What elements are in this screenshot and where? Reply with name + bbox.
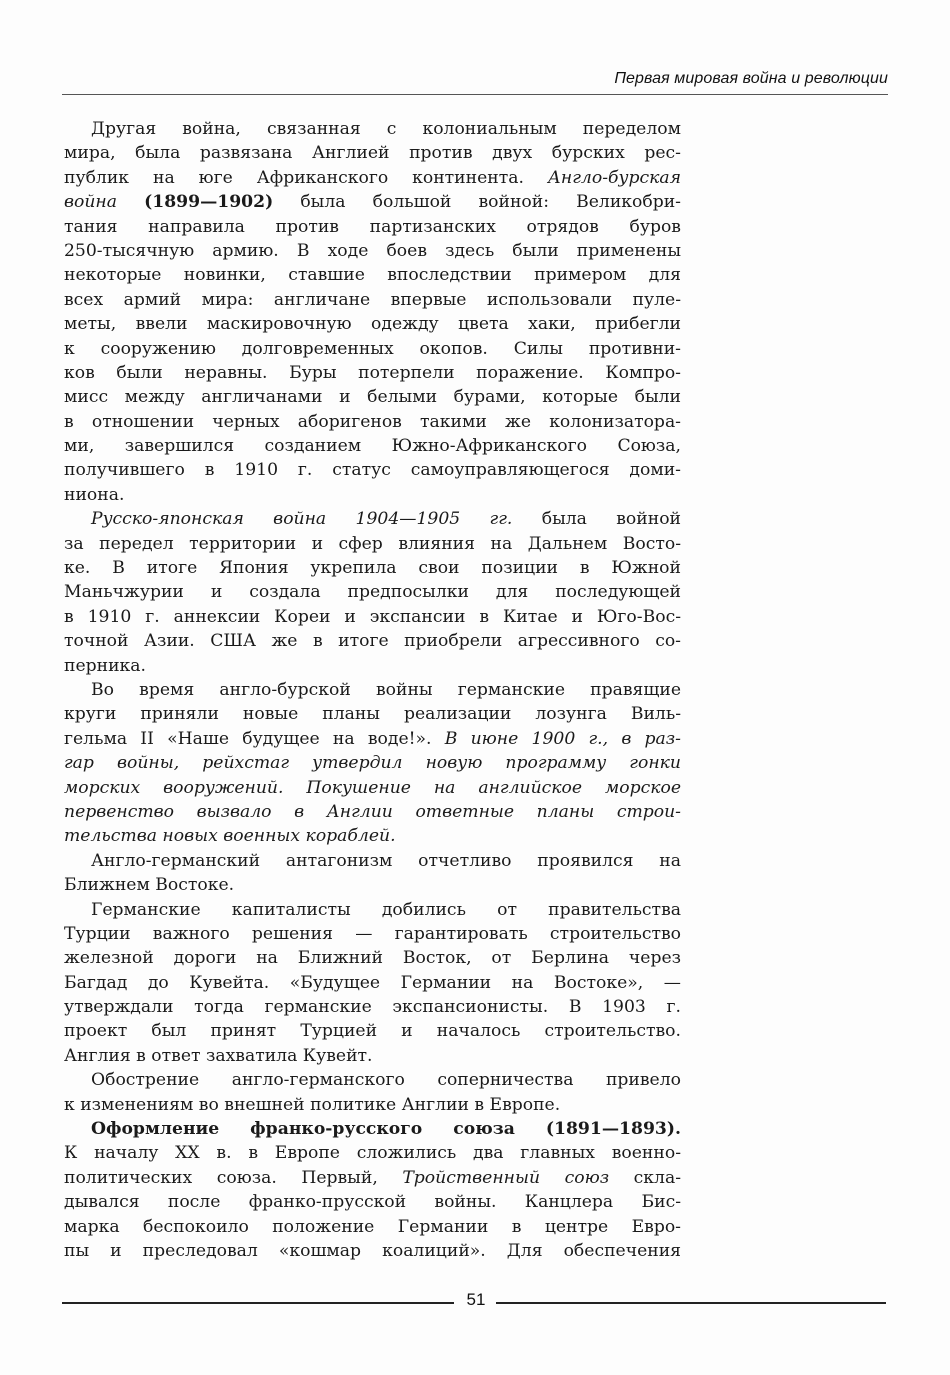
italic-term: Русско-японская война 1904—1905 гг. bbox=[91, 509, 513, 530]
text-run: пы и преследовал «кошмар коалиций». Для обеспечения bbox=[64, 1240, 681, 1261]
text-line bbox=[64, 1141, 681, 1165]
text-line bbox=[64, 727, 681, 751]
text-line bbox=[64, 605, 681, 629]
text-run: круги приняли новые планы реализации лозунга Виль- bbox=[64, 704, 681, 725]
paragraph-franco-russian-alliance bbox=[64, 1117, 681, 1263]
italic-passage: первенство вызвало в Англии ответные планы строи- bbox=[64, 801, 681, 822]
text-line bbox=[64, 776, 681, 800]
text-run: меты, ввели маскировочную одежду цвета хаки, прибегли bbox=[64, 314, 681, 335]
paragraph-baghdad-railway bbox=[64, 898, 681, 1069]
text-line bbox=[64, 288, 681, 312]
text-run: ми, завершился созданием Южно-Африканского Союза, bbox=[64, 436, 681, 457]
text-line bbox=[64, 1215, 681, 1239]
text-line bbox=[64, 532, 681, 556]
text-line bbox=[64, 678, 681, 702]
text-line bbox=[64, 410, 681, 434]
text-run: в отношении черных аборигенов такими же колонизатора- bbox=[64, 411, 681, 432]
text-line bbox=[64, 1093, 681, 1117]
text-run: К началу XX в. в Европе сложились два главных военно- bbox=[64, 1143, 681, 1164]
text-run: политических союза. Первый, bbox=[64, 1167, 403, 1188]
text-run: 250-тысячную армию. В ходе боев здесь были применены bbox=[64, 240, 681, 261]
body-text bbox=[64, 117, 681, 1263]
text-line bbox=[64, 361, 681, 385]
text-line bbox=[64, 239, 681, 263]
text-line bbox=[64, 263, 681, 287]
paragraph-russo-japanese-war bbox=[64, 507, 681, 678]
italic-term: Тройственный союз bbox=[402, 1167, 610, 1188]
text-line bbox=[64, 898, 681, 922]
text-line bbox=[64, 1166, 681, 1190]
text-run: Обострение англо-германского соперничества привело bbox=[91, 1070, 681, 1091]
text-run bbox=[117, 192, 144, 212]
text-run: к изменениям во внешней политике Англии в Европе. bbox=[64, 1094, 561, 1115]
text-line bbox=[64, 946, 681, 970]
italic-passage: гар войны, рейхстаг утвердил новую программу гонки bbox=[64, 753, 681, 774]
paragraph-boer-war bbox=[64, 117, 681, 507]
text-run: публик на юге Африканского континента. bbox=[64, 167, 548, 188]
text-line bbox=[64, 824, 681, 848]
header-rule bbox=[62, 94, 888, 95]
text-line bbox=[64, 434, 681, 458]
text-line bbox=[64, 190, 681, 214]
text-line bbox=[64, 1239, 681, 1263]
text-line bbox=[64, 312, 681, 336]
text-run: проект был принят Турцией и началось строительство. bbox=[64, 1021, 681, 1042]
text-run: всех армий мира: англичане впервые использовали пуле- bbox=[64, 289, 681, 310]
text-line bbox=[64, 117, 681, 141]
text-run: некоторые новинки, ставшие впоследствии примером для bbox=[64, 265, 681, 286]
text-run: железной дороги на Ближний Восток, от Берлина через bbox=[64, 948, 681, 969]
text-line bbox=[64, 556, 681, 580]
text-run: Маньчжурии и создала предпосылки для последующей bbox=[64, 582, 681, 603]
text-line bbox=[64, 1044, 681, 1068]
text-line bbox=[64, 141, 681, 165]
text-run: ниона. bbox=[64, 484, 125, 505]
text-run: в 1910 г. аннексии Кореи и экспансии в Китае и Юго-Вос- bbox=[64, 606, 681, 627]
text-run: ков были неравны. Буры потерпели поражение. Компро- bbox=[64, 362, 681, 383]
paragraph-rivalry bbox=[64, 1068, 681, 1117]
bold-dates: (1899—1902) bbox=[144, 192, 274, 213]
text-line bbox=[64, 922, 681, 946]
text-line bbox=[64, 458, 681, 482]
text-line bbox=[64, 483, 681, 507]
text-run: Ближнем Востоке. bbox=[64, 875, 235, 896]
text-line bbox=[64, 166, 681, 190]
italic-term: война bbox=[64, 192, 117, 213]
italic-term: Англо-бурская bbox=[547, 167, 681, 188]
footer-rule-right bbox=[496, 1302, 886, 1304]
page-number: 51 bbox=[466, 1290, 486, 1309]
text-run: Германские капиталисты добились от правительства bbox=[91, 899, 681, 920]
text-line bbox=[64, 507, 681, 531]
text-run: мира, была развязана Англией против двух бурских рес- bbox=[64, 143, 681, 164]
italic-passage: В июне 1900 г., в раз- bbox=[444, 728, 681, 749]
italic-passage: морских вооружений. Покушение на английское морское bbox=[64, 777, 681, 798]
paragraph-anglo-german-antagonism bbox=[64, 849, 681, 898]
text-line bbox=[64, 873, 681, 897]
text-line bbox=[64, 1019, 681, 1043]
text-run: ке. В итоге Япония укрепила свои позиции в Южной bbox=[64, 558, 681, 579]
text-line bbox=[64, 995, 681, 1019]
footer-rule-left bbox=[62, 1302, 454, 1304]
text-line bbox=[64, 385, 681, 409]
text-line bbox=[64, 751, 681, 775]
text-run: тания направила против партизанских отрядов буров bbox=[64, 216, 681, 237]
section-heading-line bbox=[64, 1117, 681, 1141]
text-run: Багдад до Кувейта. «Будущее Германии на Востоке», — bbox=[64, 972, 681, 993]
text-line bbox=[64, 971, 681, 995]
text-line bbox=[64, 849, 681, 873]
text-run: за передел территории и сфер влияния на Дальнем Восто- bbox=[64, 533, 681, 554]
text-run: к сооружению долговременных окопов. Силы противни- bbox=[64, 338, 681, 359]
text-run: перника. bbox=[64, 655, 146, 676]
text-line bbox=[64, 1190, 681, 1214]
text-line bbox=[64, 800, 681, 824]
italic-passage: тельства новых военных кораблей. bbox=[64, 826, 396, 847]
text-run: была большой войной: Великобри- bbox=[273, 192, 681, 213]
running-head-title: Первая мировая война и революции bbox=[614, 70, 888, 87]
text-run: Другая война, связанная с колониальным переделом bbox=[91, 119, 681, 139]
paragraph-naval-race bbox=[64, 678, 681, 849]
section-heading: Оформление франко-русского союза (1891—1893). bbox=[91, 1119, 681, 1140]
text-run: марка беспокоило положение Германии в центре Евро- bbox=[64, 1216, 681, 1237]
text-run: точной Азии. США же в итоге приобрели агрессивного со- bbox=[64, 631, 681, 652]
text-run: утверждали тогда германские экспансионисты. В 1903 г. bbox=[64, 997, 681, 1018]
text-line bbox=[64, 215, 681, 239]
text-run: скла- bbox=[609, 1167, 681, 1188]
text-run: Англия в ответ захватила Кувейт. bbox=[64, 1045, 373, 1066]
text-run: была войной bbox=[512, 509, 681, 530]
text-run: гельма II «Наше будущее на воде!». bbox=[64, 728, 445, 749]
text-run: Во время англо-бурской войны германские правящие bbox=[91, 679, 681, 700]
text-run: Турции важного решения — гарантировать строительство bbox=[64, 923, 681, 944]
text-line bbox=[64, 629, 681, 653]
text-line bbox=[64, 654, 681, 678]
text-run: Англо-германский антагонизм отчетливо проявился на bbox=[91, 850, 681, 871]
text-run: дывался после франко-прусской войны. Канцлера Бис- bbox=[64, 1192, 681, 1213]
text-line bbox=[64, 337, 681, 361]
text-line bbox=[64, 1068, 681, 1092]
text-run: мисс между англичанами и белыми бурами, которые были bbox=[64, 387, 681, 408]
text-run: получившего в 1910 г. статус самоуправляющегося доми- bbox=[64, 460, 681, 481]
text-line bbox=[64, 580, 681, 604]
text-line bbox=[64, 702, 681, 726]
